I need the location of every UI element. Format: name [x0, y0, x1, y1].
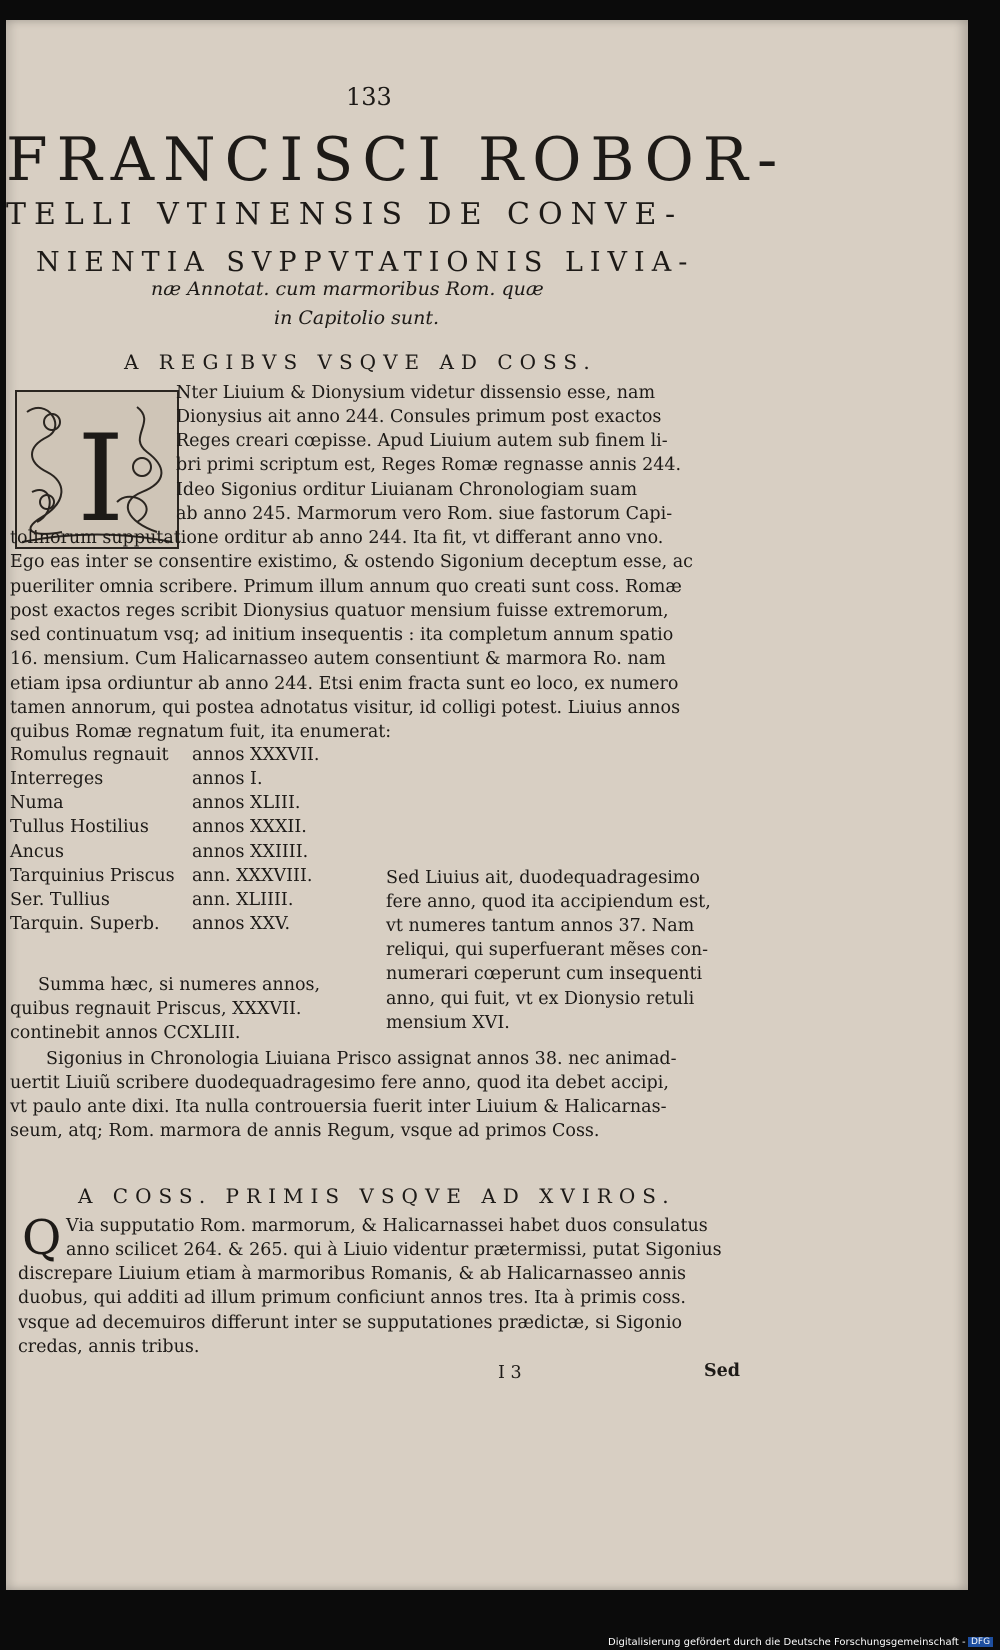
text-line: vt paulo ante dixi. Ita nulla controuersia fuerit inter Liuium & Halicarnas-: [10, 1097, 667, 1117]
catchword: Sed: [704, 1361, 741, 1381]
side-note-line: fere anno, quod ita accipiendum est,: [386, 892, 711, 912]
title-line-5: in Capitolio sunt.: [274, 307, 440, 329]
text-line: Nter Liuium & Dionysium videtur dissensio esse, nam: [176, 383, 656, 403]
title-line-2: TELLI VTINENSIS DE CONVE-: [6, 197, 684, 232]
king-years: annos XXXVII.: [192, 745, 320, 765]
text-line: Via supputatio Rom. marmorum, & Halicarnassei habet duos consulatus: [66, 1216, 708, 1236]
text-line: seum, atq; Rom. marmora de annis Regum, vsque ad primos Coss.: [10, 1121, 600, 1141]
title-line-3: NIENTIA SVPPVTATIONIS LIVIA-: [36, 247, 695, 278]
king-name: Ser. Tullius: [10, 890, 110, 910]
text-line: vsque ad decemuiros differunt inter se supputationes prædictæ, si Sigonio: [18, 1313, 683, 1333]
summa-line: quibus regnauit Priscus, XXXVII.: [10, 999, 302, 1019]
summa-line: Summa hæc, si numeres annos,: [38, 975, 321, 995]
footer-credit: Digitalisierung gefördert durch die Deutsche Forschungsgemeinschaft -: [608, 1637, 966, 1648]
title-line-4: næ Annotat. cum marmoribus Rom. quæ: [151, 278, 544, 300]
text-line: Ideo Sigonius orditur Liuianam Chronologiam suam: [176, 480, 638, 500]
side-note-line: numerari cœperunt cum insequenti: [386, 964, 703, 984]
king-name: Romulus regnauit: [10, 745, 169, 765]
king-name: Tarquin. Superb.: [10, 914, 160, 934]
signature-mark: I 3: [498, 1363, 522, 1383]
section-heading-kings: A REGIBVS VSQVE AD COSS.: [124, 350, 597, 374]
text-line: discrepare Liuium etiam à marmoribus Romanis, & ab Halicarnasseo annis: [18, 1264, 687, 1284]
king-name: Tarquinius Priscus: [10, 866, 175, 886]
initial-letter: Q: [22, 1210, 62, 1266]
text-line: 16. mensium. Cum Halicarnasseo autem consentiunt & marmora Ro. nam: [10, 649, 666, 669]
side-note-line: Sed Liuius ait, duodequadragesimo: [386, 868, 700, 888]
text-line: etiam ipsa ordiuntur ab anno 244. Etsi enim fracta sunt eo loco, ex numero: [10, 674, 679, 694]
text-line: sed continuatum vsq; ad initium insequentis : ita completum annum spatio: [10, 625, 674, 645]
text-line: tolinorum supputatione orditur ab anno 244. Ita fit, vt differant anno vno.: [10, 528, 664, 548]
page-number: 133: [346, 83, 392, 111]
king-name: Ancus: [10, 842, 64, 862]
side-note-line: mensium XVI.: [386, 1013, 510, 1033]
king-years: ann. XLIIII.: [192, 890, 294, 910]
dfg-logo: DFG: [968, 1637, 993, 1647]
text-line: pueriliter omnia scribere. Primum illum annum quo creati sunt coss. Romæ: [10, 577, 682, 597]
text-line: quibus Romæ regnatum fuit, ita enumerat:: [10, 722, 392, 742]
text-line: uertit Liuiũ scribere duodequadragesimo fere anno, quod ita debet accipi,: [10, 1073, 669, 1093]
king-years: annos I.: [192, 769, 263, 789]
text-line: anno scilicet 264. & 265. qui à Liuio videntur prætermissi, putat Sigonius: [66, 1240, 722, 1260]
side-note-line: anno, qui fuit, vt ex Dionysio retuli: [386, 989, 695, 1009]
title-line-1: FRANCISCI ROBOR-: [6, 125, 787, 195]
dropcap-letter: I: [77, 410, 125, 547]
summa-line: continebit annos CCXLIII.: [10, 1023, 241, 1043]
king-name: Interreges: [10, 769, 104, 789]
text-line: Sigonius in Chronologia Liuiana Prisco assignat annos 38. nec animad-: [46, 1049, 677, 1069]
text-line: Dionysius ait anno 244. Consules primum post exactos: [176, 407, 662, 427]
king-years: annos XLIII.: [192, 793, 301, 813]
side-note-line: reliqui, qui superfuerant mẽses con-: [386, 940, 709, 960]
king-years: annos XXIIII.: [192, 842, 309, 862]
king-name: Tullus Hostilius: [10, 817, 149, 837]
text-line: post exactos reges scribit Dionysius quatuor mensium fuisse extremorum,: [10, 601, 669, 621]
king-years: annos XXXII.: [192, 817, 307, 837]
book-page: [6, 20, 968, 1590]
text-line: tamen annorum, qui postea adnotatus visitur, id colligi potest. Liuius annos: [10, 698, 681, 718]
king-years: annos XXV.: [192, 914, 291, 934]
text-line: Ego eas inter se consentire existimo, & ostendo Sigonium deceptum esse, ac: [10, 552, 693, 572]
text-line: Reges creari cœpisse. Apud Liuium autem sub finem li-: [176, 431, 668, 451]
side-note-line: vt numeres tantum annos 37. Nam: [386, 916, 695, 936]
text-line: ab anno 245. Marmorum vero Rom. siue fastorum Capi-: [176, 504, 673, 524]
text-line: bri primi scriptum est, Reges Romæ regnasse annis 244.: [176, 455, 682, 475]
text-line: credas, annis tribus.: [18, 1337, 200, 1357]
section-heading-consuls: A COSS. PRIMIS VSQVE AD XVIROS.: [78, 1184, 676, 1208]
king-years: ann. XXXVIII.: [192, 866, 313, 886]
king-name: Numa: [10, 793, 64, 813]
text-line: duobus, qui additi ad illum primum conficiunt annos tres. Ita à primis coss.: [18, 1288, 686, 1308]
